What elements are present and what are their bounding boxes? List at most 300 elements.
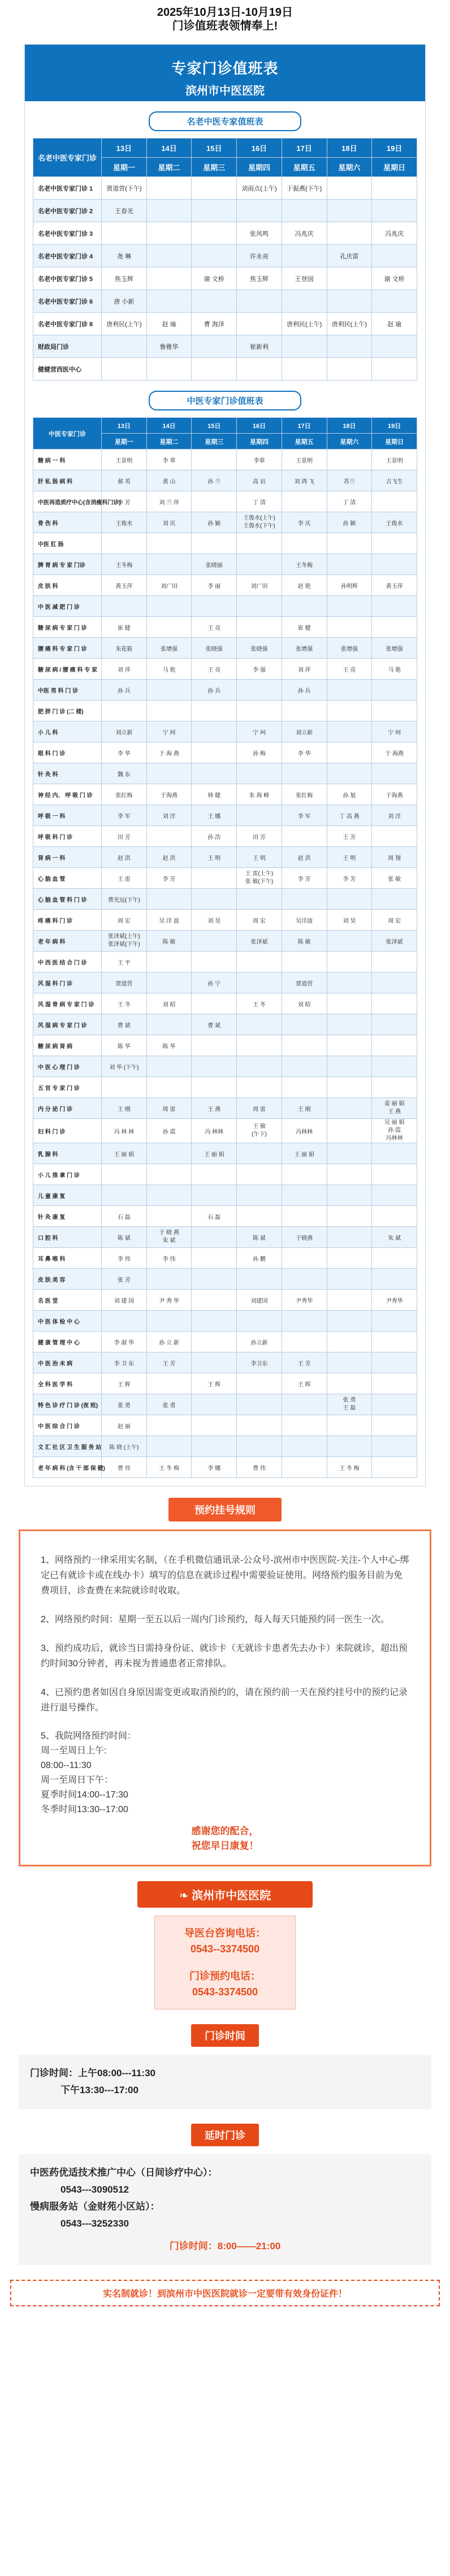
doctor-cell — [146, 680, 192, 701]
doctor-cell: 吴 丽 娟 孙 霞 冯林林 — [372, 1119, 417, 1143]
doctor-cell: 马 艳 — [146, 659, 192, 680]
table-row — [33, 910, 417, 931]
department-name: 中 医 治 未 病 — [33, 1352, 102, 1373]
doctor-cell — [237, 1311, 282, 1332]
table-corner-label: 中医专家门诊 — [33, 418, 102, 449]
doctor-cell — [327, 222, 372, 245]
doctor-cell: 唐 小新 — [102, 290, 147, 313]
doctor-cell — [146, 952, 192, 973]
doctor-cell: 李 丽 — [192, 575, 237, 596]
doctor-cell: 赵 洪 — [102, 847, 147, 868]
doctor-cell: 王 平 — [102, 952, 147, 973]
doctor-cell — [327, 617, 372, 638]
doctor-cell — [237, 952, 282, 973]
doctor-cell — [327, 1035, 372, 1056]
doctor-cell: 王 燕 — [192, 1098, 237, 1119]
department-name: 小 儿 科 — [33, 721, 102, 742]
doctor-cell — [327, 335, 372, 358]
doctor-cell: 马 艳 — [372, 659, 417, 680]
doctor-cell: 尹秀华 — [372, 1290, 417, 1311]
table-row — [33, 1415, 417, 1436]
department-name: 中 医 心 理 门 诊 — [33, 1056, 102, 1077]
doctor-cell: 于 海 燕 — [146, 742, 192, 763]
doctor-cell: 刘 昭 — [282, 993, 327, 1014]
doctor-cell: 周 雷 — [237, 1098, 282, 1119]
extended-hours: 门诊时间：8:00——21:00 — [169, 2241, 281, 2251]
table-row — [33, 1394, 417, 1415]
doctor-cell — [372, 680, 417, 701]
day-header: 14日 — [146, 418, 192, 434]
doctor-cell — [327, 931, 372, 952]
weekday-header: 星期二 — [146, 158, 192, 177]
doctor-cell: 刘 庆 — [146, 512, 192, 533]
day-header: 14日 — [146, 139, 192, 158]
doctor-cell: 王冬梅 — [282, 554, 327, 575]
doctor-cell: 王俊水 — [372, 512, 417, 533]
doctor-cell — [192, 1056, 237, 1077]
table-row — [33, 868, 417, 889]
table-row — [33, 267, 417, 290]
table-row — [33, 1436, 417, 1457]
table-corner-label: 名老中医专家门诊 — [33, 139, 102, 177]
extended-line: 中医药优适技术推广中心（日间诊疗中心）： — [30, 2167, 218, 2178]
doctor-cell — [327, 1227, 372, 1248]
doctor-cell: 韩 健 — [192, 784, 237, 805]
doctor-cell — [237, 1035, 282, 1056]
thanks-line-1: 感谢您的配合， — [191, 1826, 259, 1836]
doctor-cell: 曹 斌 — [102, 1014, 147, 1035]
doctor-cell — [146, 1415, 192, 1436]
doctor-cell — [372, 973, 417, 993]
doctor-cell: 曹 海泽 — [192, 313, 237, 335]
doctor-cell: 王 明 — [192, 847, 237, 868]
doctor-cell: 黄玉萍 — [372, 575, 417, 596]
doctor-cell — [372, 1206, 417, 1227]
doctor-cell — [372, 1373, 417, 1394]
doctor-cell — [282, 533, 327, 554]
table-row — [33, 1185, 417, 1206]
doctor-cell — [146, 1436, 192, 1457]
rule-item: 3、预约成功后，就诊当日需持身份证、就诊卡（无就诊卡患者先去办卡）来院就诊，超出预约时间30分钟者，再未视为普通患者正常排队。 — [41, 1644, 408, 1669]
doctor-cell — [102, 222, 147, 245]
doctor-cell — [237, 1269, 282, 1290]
doctor-cell — [372, 1185, 417, 1206]
doctor-cell — [327, 1269, 372, 1290]
appointment-hours — [41, 1729, 409, 1817]
doctor-cell — [192, 1035, 237, 1056]
doctor-cell: 黄玉萍 — [102, 575, 147, 596]
clinic-time-title: 门诊时间 — [191, 2024, 259, 2047]
weekday-header: 星期三 — [192, 434, 237, 449]
department-name: 中医 肛 肠 — [33, 533, 102, 554]
doctor-cell: 赵 丽 — [102, 1415, 147, 1436]
doctor-cell — [327, 290, 372, 313]
table-row — [33, 1035, 417, 1056]
consult-number[interactable]: 0543--3374500 — [190, 1943, 260, 1955]
doctor-cell: 陈 敏 — [282, 931, 327, 952]
doctor-cell — [146, 222, 192, 245]
hours-line: 冬季时间13:30--17:00 — [41, 1805, 128, 1814]
doctor-cell — [192, 1227, 237, 1248]
day-header: 15日 — [192, 139, 237, 158]
doctor-cell: 曹 斌 — [192, 1014, 237, 1035]
weekday-header: 星期六 — [327, 158, 372, 177]
doctor-cell: 焦玉辉 — [237, 267, 282, 290]
doctor-cell: 李 芳 — [146, 868, 192, 889]
doctor-cell: 王 辉 — [102, 1373, 147, 1394]
doctor-cell — [372, 763, 417, 784]
doctor-cell — [372, 1014, 417, 1035]
department-name: 名老中医专家门诊 8 — [33, 313, 102, 335]
table-row — [33, 1290, 417, 1311]
doctor-cell: 刘 昊 — [327, 910, 372, 931]
department-name: 肾 病 一 科 — [33, 847, 102, 868]
doctor-cell: 孙 颖 — [192, 512, 237, 533]
doctor-cell: 朱 海 峰 — [237, 784, 282, 805]
doctor-cell — [237, 973, 282, 993]
department-name: 名老中医专家门诊 3 — [33, 222, 102, 245]
doctor-cell — [146, 826, 192, 847]
department-name: 糖 病 一 科 — [33, 449, 102, 470]
panel-hospital-name: 滨州市中医医院 — [185, 85, 265, 97]
schedule-panel — [24, 44, 426, 1486]
doctor-cell — [237, 701, 282, 721]
department-name: 骨 伤 科 — [33, 512, 102, 533]
doctor-cell — [146, 1185, 192, 1206]
doctor-cell — [327, 1290, 372, 1311]
doctor-cell — [327, 177, 372, 200]
doctor-cell — [102, 358, 147, 381]
doctor-cell — [192, 1248, 237, 1269]
doctor-cell: 李 芳 — [102, 491, 147, 512]
doctor-cell: 尹秀华 — [282, 1290, 327, 1311]
table-row — [33, 596, 417, 617]
doctor-cell — [192, 1352, 237, 1373]
doctor-cell — [282, 200, 327, 222]
doctor-cell — [192, 721, 237, 742]
day-header: 16日 — [237, 418, 282, 434]
doctor-cell — [102, 701, 147, 721]
doctor-cell: 张增强 — [146, 638, 192, 659]
doctor-cell — [192, 993, 237, 1014]
doctor-cell: 李卫东 — [237, 1352, 282, 1373]
doctor-cell: 王 雷(上午) 张 敏(下午) — [237, 868, 282, 889]
hours-line: 夏季时间14:00--17:30 — [41, 1790, 128, 1800]
doctor-cell — [282, 1164, 327, 1185]
weekday-header: 星期二 — [146, 434, 192, 449]
doctor-cell — [146, 554, 192, 575]
department-name: 特 色 诊 疗 门 诊 (夜 班) — [33, 1394, 102, 1415]
doctor-cell — [372, 1415, 417, 1436]
doctor-cell — [237, 1394, 282, 1415]
extended-box — [19, 2154, 431, 2265]
table-row — [33, 847, 417, 868]
doctor-cell — [327, 763, 372, 784]
doctor-cell: 孙明辉 — [327, 575, 372, 596]
doctor-cell — [372, 1035, 417, 1056]
doctor-cell — [102, 596, 147, 617]
doctor-cell: 李 芳 — [327, 868, 372, 889]
doctor-cell — [372, 596, 417, 617]
doctor-cell — [102, 335, 147, 358]
doctor-cell — [146, 1373, 192, 1394]
doctor-cell — [327, 1352, 372, 1373]
table-row — [33, 889, 417, 910]
doctor-cell: 张 勇 王 磊 — [327, 1394, 372, 1415]
department-name: 皮 肤 美 容 — [33, 1269, 102, 1290]
doctor-cell: 周 雷 — [146, 1098, 192, 1119]
consult-label: 导医台咨询电话： — [184, 1927, 266, 1939]
doctor-cell — [372, 889, 417, 910]
doctor-cell — [237, 617, 282, 638]
doctor-cell — [237, 805, 282, 826]
doctor-cell: 刘 洋 — [372, 805, 417, 826]
doctor-cell: 王 丽 娟 — [192, 1143, 237, 1164]
clinic-time-morning: 门诊时间：上午08:00---11:30 — [30, 2068, 156, 2078]
weekday-header: 星期日 — [372, 158, 417, 177]
doctor-cell — [372, 617, 417, 638]
panel-title: 专家门诊值班表 — [171, 60, 279, 77]
doctor-cell: 王 娜 — [192, 805, 237, 826]
doctor-cell: 孙 兵 — [282, 680, 327, 701]
day-header: 13日 — [102, 139, 147, 158]
doctor-cell — [192, 1077, 237, 1098]
doctor-cell: 王冬梅 — [102, 554, 147, 575]
doctor-cell — [237, 889, 282, 910]
doctor-cell — [327, 680, 372, 701]
doctor-cell: 冯兆庆 — [282, 222, 327, 245]
doctor-cell: 于 晓 燕 朱 斌 — [146, 1227, 192, 1248]
doctor-cell: 赵 洪 — [146, 847, 192, 868]
doctor-cell: 王 芳 — [146, 1352, 192, 1373]
doctor-cell — [146, 701, 192, 721]
department-name: 乳 腺 科 — [33, 1143, 102, 1164]
weekday-header: 星期五 — [282, 434, 327, 449]
extended-line: 慢病服务站（金财苑小区站）： — [30, 2201, 160, 2212]
doctor-cell: 朱 斌 — [372, 1227, 417, 1248]
doctor-cell: 许永亮 — [237, 245, 282, 267]
doctor-cell: 石 磊 — [102, 1206, 147, 1227]
department-name: 肝 私 肠 病 科 — [33, 470, 102, 491]
famous-doctor-table — [33, 138, 417, 381]
doctor-cell — [282, 1248, 327, 1269]
hours-line: 08:00--11:30 — [41, 1761, 92, 1770]
doctor-cell: 唐利民(上午) — [327, 313, 372, 335]
doctor-cell — [146, 245, 192, 267]
department-name: 神 经 内、 呼 吸 门 诊 — [33, 784, 102, 805]
table-row — [33, 952, 417, 973]
doctor-cell — [146, 617, 192, 638]
doctor-cell: 王 芳 — [327, 826, 372, 847]
table-row — [33, 1077, 417, 1098]
doctor-cell — [192, 1311, 237, 1332]
doctor-cell — [192, 1185, 237, 1206]
table-row — [33, 575, 417, 596]
doctor-cell: 陈 华 — [146, 1035, 192, 1056]
department-name: 风 湿 骨 病 专 家 门 诊 — [33, 993, 102, 1014]
doctor-cell: 王 辉 — [192, 1373, 237, 1394]
rules-title: 预约挂号规则 — [168, 1498, 282, 1522]
table-row — [33, 1311, 417, 1332]
extended-phone-2[interactable]: 0543---3252330 — [60, 2218, 129, 2229]
doctor-cell — [372, 1457, 417, 1478]
table-row — [33, 973, 417, 993]
doctor-cell — [372, 1352, 417, 1373]
doctor-cell: 陈 华 — [102, 1035, 147, 1056]
hours-line: 周一至周日下午： — [41, 1775, 114, 1785]
doctor-cell — [192, 701, 237, 721]
rule-item: 4、已预约患者如因自身原因需变更或取消预约的，请在预约前一天在预约挂号中的预约记录进行退号操作。 — [41, 1688, 408, 1713]
table-row — [33, 1269, 417, 1290]
doctor-cell — [327, 1014, 372, 1035]
doctor-cell: 刘 兰 萍 — [146, 491, 192, 512]
doctor-cell: 于 海燕 — [372, 742, 417, 763]
doctor-cell — [327, 200, 372, 222]
doctor-cell: 孙 立 新 — [146, 1332, 192, 1352]
doctor-cell: 王登国 — [282, 267, 327, 290]
day-header: 17日 — [282, 418, 327, 434]
doctor-cell: 张晓强 — [192, 638, 237, 659]
doctor-cell — [327, 993, 372, 1014]
doctor-cell — [146, 1077, 192, 1098]
doctor-cell — [192, 952, 237, 973]
weekday-header: 星期日 — [372, 434, 417, 449]
doctor-cell: 丁 清 — [327, 491, 372, 512]
doctor-cell — [327, 533, 372, 554]
doctor-cell: 孙 兵 — [192, 680, 237, 701]
doctor-cell — [327, 1248, 372, 1269]
doctor-cell: 鲁雅华 — [146, 335, 192, 358]
footer-note: 实名制就诊！到滨州市中医医院就诊一定要带有效身份证件！ — [10, 2280, 440, 2306]
appointment-number[interactable]: 0543-3374500 — [192, 1986, 258, 1998]
department-name: 儿 童 康 复 — [33, 1185, 102, 1206]
clinic-time-box — [19, 2055, 431, 2109]
doctor-cell — [327, 1206, 372, 1227]
doctor-cell — [146, 358, 192, 381]
table-row — [33, 826, 417, 847]
doctor-cell — [327, 596, 372, 617]
doctor-cell: 刘雨点(上午) — [237, 177, 282, 200]
doctor-cell: 王 冬 梅 — [327, 1457, 372, 1478]
doctor-cell — [237, 1014, 282, 1035]
table-row — [33, 1119, 417, 1143]
rules-box — [19, 1529, 431, 1866]
doctor-cell — [192, 533, 237, 554]
table-row — [33, 617, 417, 638]
day-header: 18日 — [327, 139, 372, 158]
doctor-cell — [237, 1185, 282, 1206]
department-name: 皮 肤 科 — [33, 575, 102, 596]
doctor-cell — [146, 177, 192, 200]
table-row — [33, 742, 417, 763]
doctor-cell — [282, 1436, 327, 1457]
department-name: 五 官 专 家 门 诊 — [33, 1077, 102, 1098]
day-header: 19日 — [372, 418, 417, 434]
hospital-banner — [137, 1881, 313, 1908]
department-name: 全 科 医 学 科 — [33, 1373, 102, 1394]
doctor-cell: 李 华 — [102, 742, 147, 763]
doctor-cell — [327, 973, 372, 993]
doctor-cell — [146, 889, 192, 910]
doctor-cell — [192, 931, 237, 952]
appointment-label: 门诊预约电话： — [189, 1970, 261, 1982]
doctor-cell: 谢 文桥 — [192, 267, 237, 290]
doctor-cell: 张增强 — [372, 638, 417, 659]
hours-line: 周一至周日上午: — [41, 1746, 107, 1756]
doctor-cell: 刘广田 — [237, 575, 282, 596]
department-name: 呼 吸 科 门 诊 — [33, 826, 102, 847]
doctor-cell: 郝 英 — [102, 470, 147, 491]
doctor-cell: 丁 高 燕 — [327, 805, 372, 826]
doctor-cell — [282, 1014, 327, 1035]
doctor-cell: 李 强 — [237, 659, 282, 680]
doctor-cell: 孔庆雷 — [327, 245, 372, 267]
table-row — [33, 245, 417, 267]
doctor-cell — [372, 554, 417, 575]
doctor-cell — [327, 358, 372, 381]
doctor-cell — [146, 1056, 192, 1077]
doctor-cell: 李 翠 — [146, 449, 192, 470]
doctor-cell — [327, 1373, 372, 1394]
doctor-cell — [327, 721, 372, 742]
department-name: 妇 科 门 诊 — [33, 1119, 102, 1143]
table-row — [33, 533, 417, 554]
department-name: 心 脑 血 管 科 门 诊 — [33, 889, 102, 910]
doctor-cell: 崔 健 — [282, 617, 327, 638]
doctor-cell: 于海燕 — [372, 784, 417, 805]
weekday-header: 星期六 — [327, 434, 372, 449]
day-header: 19日 — [372, 139, 417, 158]
doctor-cell — [372, 200, 417, 222]
doctor-cell — [282, 596, 327, 617]
doctor-cell — [237, 1373, 282, 1394]
table-row — [33, 1098, 417, 1119]
thanks-message — [41, 1824, 409, 1853]
doctor-cell — [237, 763, 282, 784]
table-row — [33, 1248, 417, 1269]
doctor-cell — [282, 1311, 327, 1332]
table-row — [33, 1352, 417, 1373]
doctor-cell — [146, 1206, 192, 1227]
doctor-cell — [327, 554, 372, 575]
doctor-cell: 曹 伟 — [102, 1457, 147, 1478]
doctor-cell — [102, 1077, 147, 1098]
extended-phone-1[interactable]: 0543---3090512 — [60, 2184, 129, 2195]
department-name: 中 医 减 肥 门 诊 — [33, 596, 102, 617]
department-name: 中 医 体 检 中 心 — [33, 1311, 102, 1332]
doctor-cell: 刘广田 — [146, 575, 192, 596]
doctor-cell — [282, 763, 327, 784]
doctor-cell: 赵 艳 — [282, 575, 327, 596]
doctor-cell — [237, 533, 282, 554]
doctor-cell: 张 敏 — [372, 868, 417, 889]
table-row — [33, 200, 417, 222]
weekday-header: 星期三 — [192, 158, 237, 177]
table-row — [33, 784, 417, 805]
doctor-cell — [192, 596, 237, 617]
doctor-cell: 尧 琳 — [102, 245, 147, 267]
doctor-cell — [327, 1119, 372, 1143]
doctor-cell — [327, 1098, 372, 1119]
doctor-cell — [192, 1415, 237, 1436]
tcm-expert-table — [33, 417, 417, 1478]
doctor-cell: 王 丽 娟 — [282, 1143, 327, 1164]
extended-title: 延时门诊 — [191, 2124, 259, 2146]
doctor-cell: 孙 颖 — [327, 512, 372, 533]
doctor-cell: 冯 林林 — [192, 1119, 237, 1143]
doctor-cell: 孙 旭 — [327, 784, 372, 805]
department-name: 腰 痛 科 专 家 门 诊 — [33, 638, 102, 659]
